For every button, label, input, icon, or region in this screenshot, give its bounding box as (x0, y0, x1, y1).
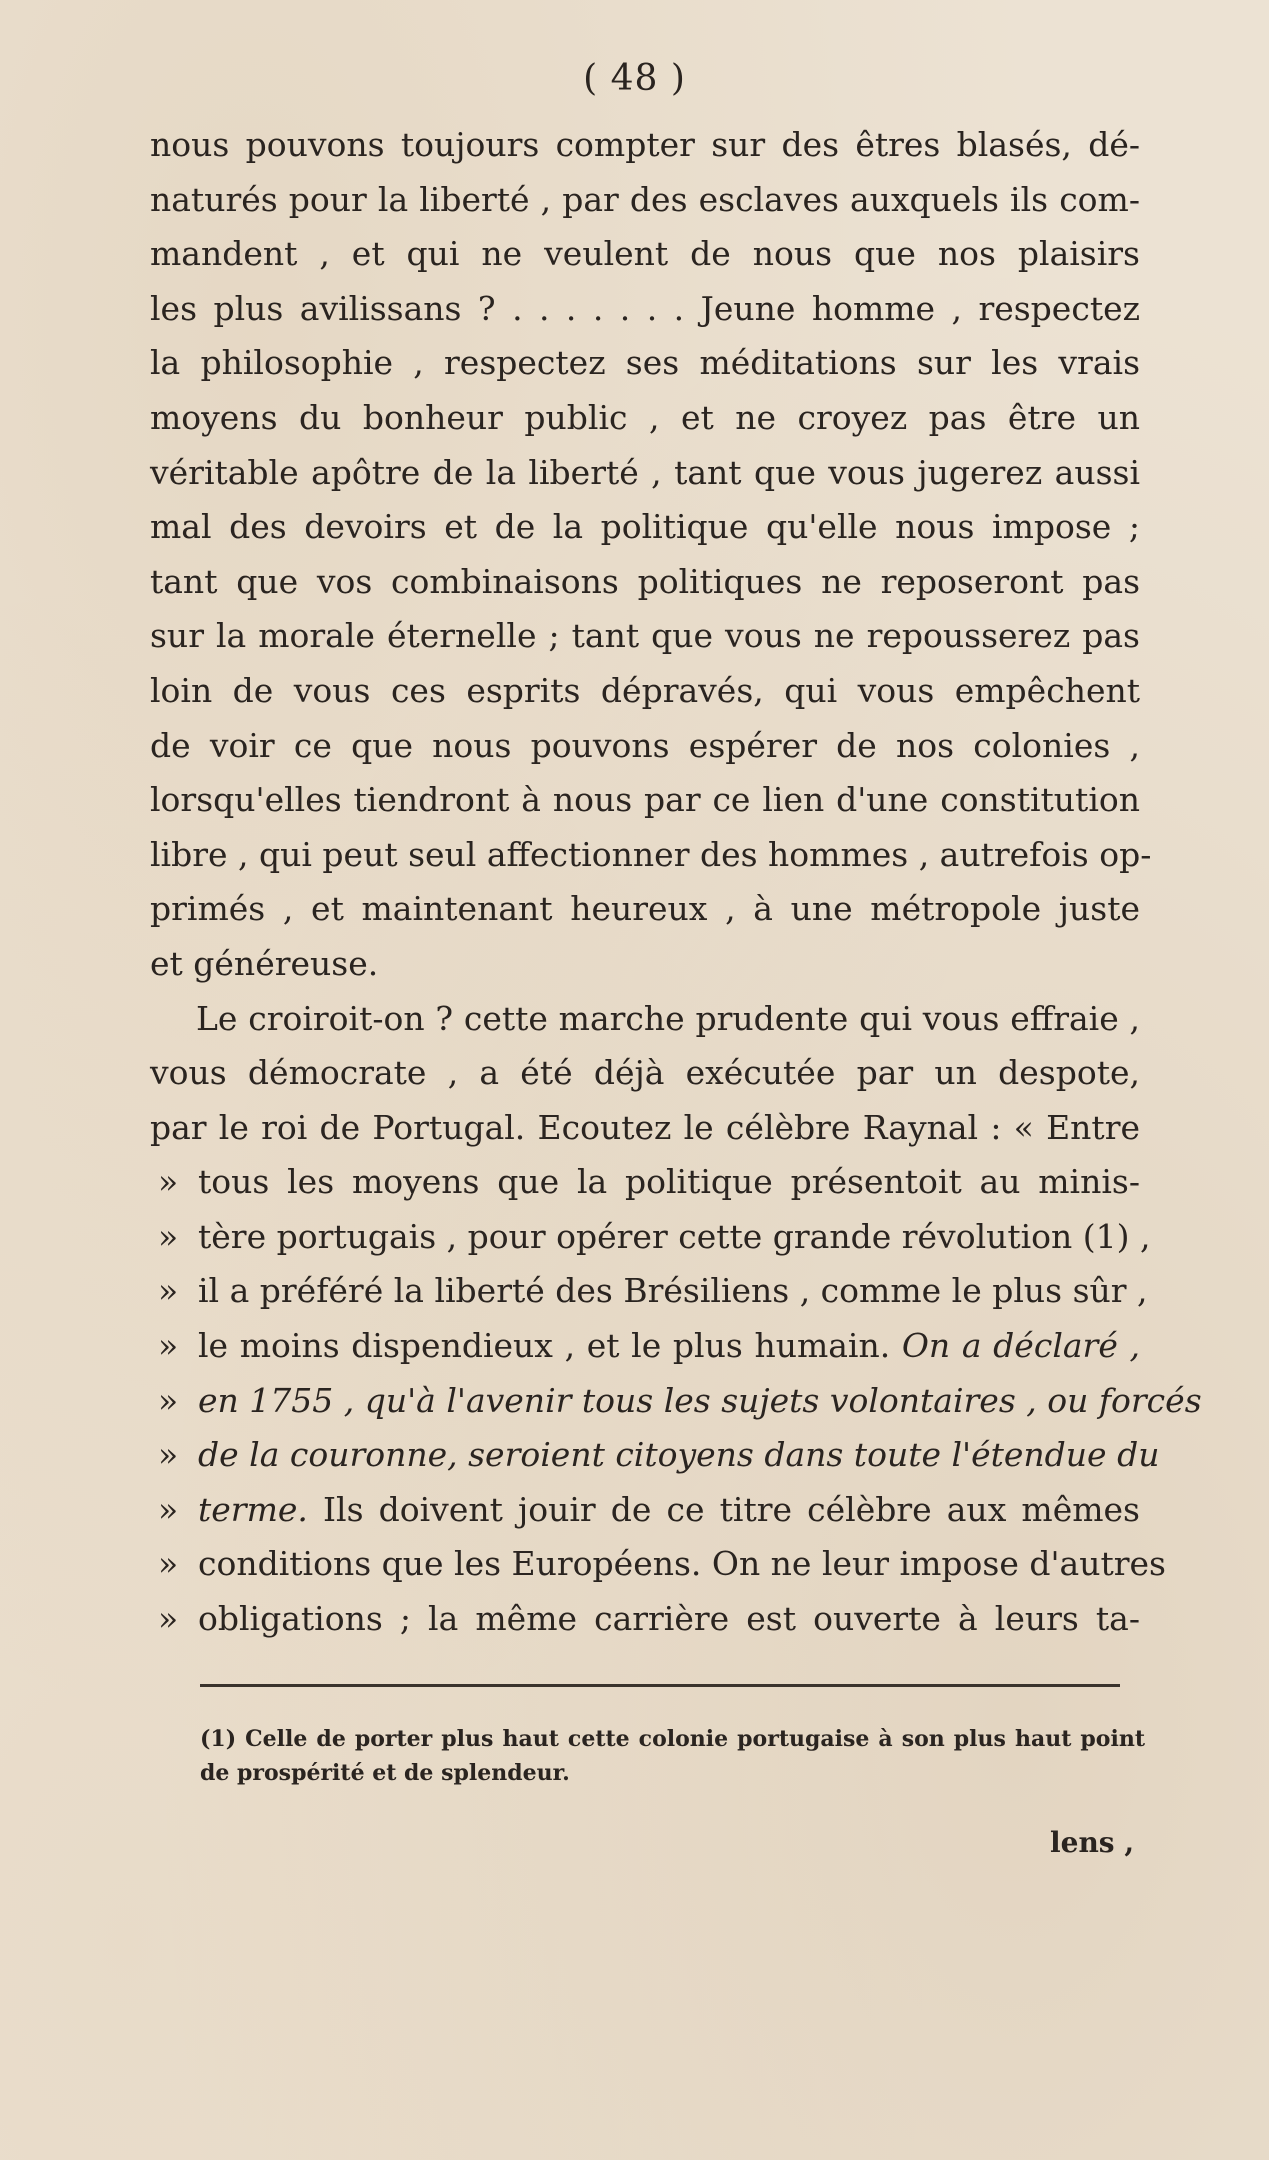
text-line: véritable apôtre de la liberté , tant que vous jugerez aussi (150, 452, 1140, 492)
text-line: mandent , et qui ne veulent de nous que nos plaisirs (150, 234, 1140, 274)
quote-marker: » (158, 1544, 179, 1584)
text-line: libre , qui peut seul affectionner des hommes , autrefois op- (150, 834, 1152, 874)
text-line: de voir ce que nous pouvons espérer de nos colonies , (150, 725, 1140, 765)
text-line: les plus avilissans ? . . . . . . . Jeune homme , respectez (150, 288, 1140, 328)
text-line: primés , et maintenant heureux , à une métropole juste (150, 889, 1140, 929)
catchword: lens , (1050, 1826, 1135, 1859)
text-line: nous pouvons toujours compter sur des êtres blasés, dé- (150, 125, 1140, 164)
quote-italic-text: terme. (198, 1489, 308, 1529)
quote-italic-text: de la couronne, seroient citoyens dans toute l'étendue du (198, 1435, 1160, 1475)
quote-text: le moins dispendieux , et le plus humain. (198, 1326, 902, 1366)
text-line: tant que vos combinaisons politiques ne reposeront pas (150, 561, 1140, 601)
quote-marker: » (158, 1435, 179, 1475)
quote-line (150, 1264, 1148, 1319)
text-line: sur la morale éternelle ; tant que vous ne repousserez pas (150, 616, 1140, 656)
quote-text: Ils doivent jouir de ce titre célèbre aux mêmes (307, 1489, 1140, 1529)
quote-line (150, 1374, 1202, 1429)
quote-text: tous les moyens que la politique présentoit au minis- (198, 1162, 1140, 1202)
text-line: lorsqu'elles tiendront à nous par ce lien d'une constitution (150, 780, 1140, 820)
text-line: et généreuse. (150, 943, 379, 983)
raynal-quotation (150, 1155, 1202, 1646)
text-line: moyens du bonheur public , et ne croyez pas être un (150, 397, 1140, 437)
text-line: Le croiroit-on ? cette marche prudente qui vous effraie , (196, 998, 1140, 1038)
quote-line (150, 1210, 1151, 1265)
quote-line (150, 1319, 1140, 1374)
quote-marker: » (158, 1599, 179, 1639)
text-line: naturés pour la liberté , par des esclaves auxquels ils com- (150, 179, 1140, 219)
quote-line (150, 1483, 1140, 1538)
quote-line (150, 1428, 1160, 1483)
quote-text: tère portugais , pour opérer cette grande révolution (1) , (198, 1216, 1151, 1256)
text-line: mal des devoirs et de la politique qu'elle nous impose ; (150, 507, 1140, 547)
footnote-rule (200, 1684, 1120, 1687)
quote-italic-text: On a déclaré , (901, 1326, 1140, 1366)
quote-text: il a préféré la liberté des Brésiliens , comme le plus sûr , (198, 1271, 1148, 1311)
quote-line (150, 1537, 1166, 1592)
quote-marker: » (158, 1162, 179, 1202)
quote-line (150, 1155, 1140, 1210)
quote-text: conditions que les Européens. On ne leur impose d'autres (198, 1544, 1166, 1584)
text-line: la philosophie , respectez ses méditations sur les vrais (150, 343, 1140, 383)
quote-marker: » (158, 1489, 179, 1529)
quote-line (150, 1592, 1140, 1647)
page-number: ( 48 ) (583, 58, 686, 99)
main-text (150, 118, 1202, 1647)
text-line: par le roi de Portugal. Ecoutez le célèbre Raynal : « Entre (150, 1107, 1140, 1147)
text-line: vous démocrate , a été déjà exécutée par un despote, (150, 1053, 1140, 1093)
quote-text: obligations ; la même carrière est ouverte à leurs ta- (198, 1599, 1140, 1639)
quote-italic-text: en 1755 , qu'à l'avenir tous les sujets volontaires , ou forcés (198, 1380, 1202, 1420)
quote-marker: » (158, 1380, 179, 1420)
quote-marker: » (158, 1216, 179, 1256)
footnote: (1) Celle de porter plus haut cette colonie portugaise à son plus haut point de prospérité et de splendeur. (200, 1726, 1145, 1786)
text-line: loin de vous ces esprits dépravés, qui vous empêchent (150, 670, 1140, 710)
quote-marker: » (158, 1326, 179, 1366)
quote-marker: » (158, 1271, 179, 1311)
